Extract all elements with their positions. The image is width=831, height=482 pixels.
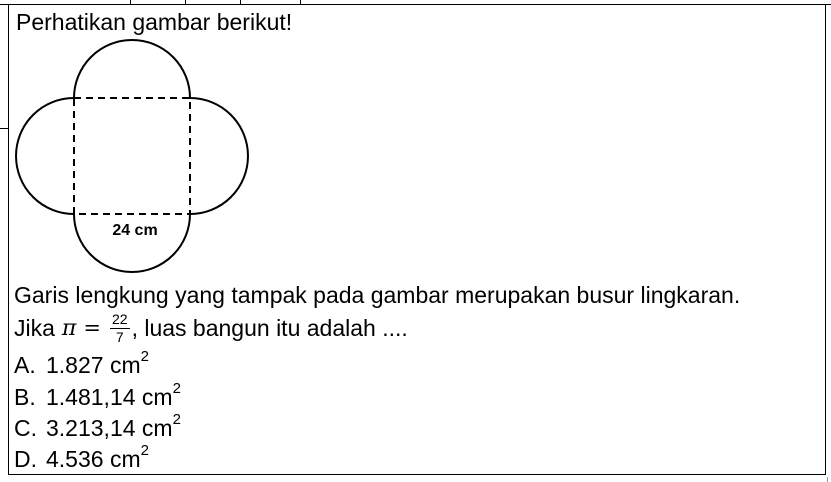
question-text-line1: Garis lengkung yang tampak pada gambar merupakan busur lingkaran. [14,282,741,308]
option-exponent: 2 [172,411,181,429]
option-letter: A. [14,352,36,378]
option-letter: C. [14,415,37,441]
option-value: 4.536 cm [46,446,141,472]
line2-suffix: , luas bangun itu adalah .... [131,314,408,341]
option-value: 1.481,14 cm [46,384,173,410]
line2-prefix: Jika [14,314,55,341]
question-title: Perhatikan gambar berikut! [16,9,293,35]
option-c[interactable] [14,413,181,443]
option-exponent: 2 [172,380,181,398]
fraction-denominator: 7 [115,328,124,345]
option-exponent: 2 [140,442,149,460]
option-exponent: 2 [140,348,149,366]
option-d[interactable] [14,444,149,474]
option-value: 3.213,14 cm [46,415,173,441]
option-value: 1.827 cm [46,352,141,378]
option-a[interactable] [14,350,149,380]
option-letter: D. [14,446,37,472]
question-text-line2 [14,309,408,347]
fraction [110,312,130,345]
dashed-square [74,98,190,214]
equals-sign: = [83,316,101,340]
figure-label: 24 cm [112,222,158,239]
pi-symbol: π [61,315,77,341]
fraction-numerator: 22 [111,310,128,327]
option-letter: B. [14,384,36,410]
option-b[interactable] [14,382,181,412]
